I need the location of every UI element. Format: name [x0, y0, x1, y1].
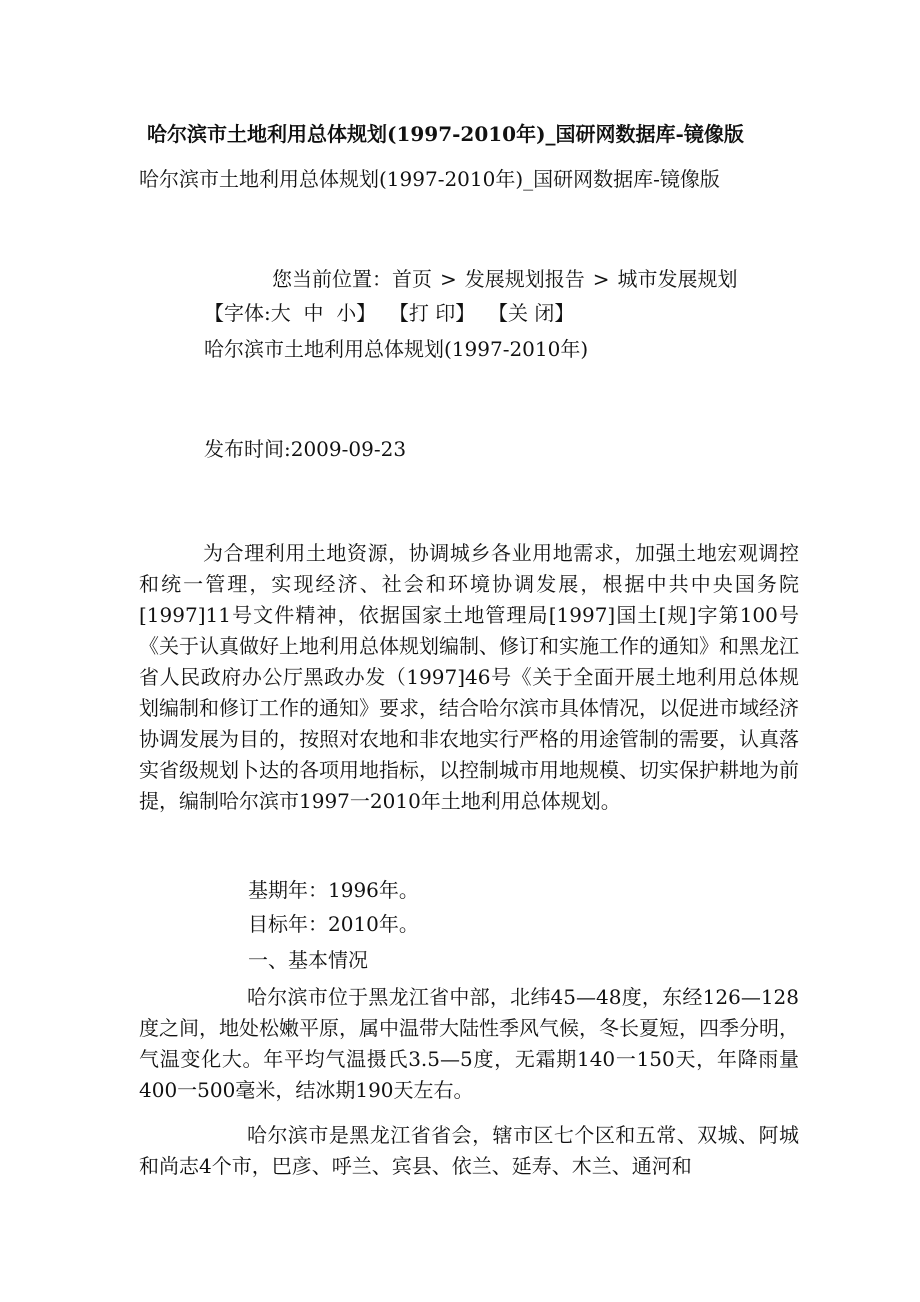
- breadcrumb-separator: >: [592, 267, 610, 291]
- font-large-button[interactable]: 大: [270, 301, 291, 325]
- administration-paragraph: 哈尔滨市是黑龙江省省会，辖市区七个区和五常、双城、阿城和尚志4个市，巴彦、呼兰、宾县、依兰、延寿、木兰、通河和: [139, 1123, 799, 1178]
- breadcrumb-item-reports[interactable]: 发展规划报告: [464, 267, 585, 291]
- document-subtitle: 哈尔滨市土地利用总体规划(1997-2010年)_国研网数据库-镜像版: [139, 167, 720, 191]
- close-button[interactable]: 【关 闭】: [487, 301, 575, 325]
- breadcrumb-separator: >: [440, 267, 457, 291]
- font-size-label: 【字体:: [204, 301, 271, 325]
- base-year-text: 基期年：1996年。: [248, 878, 419, 902]
- font-small-button[interactable]: 小】: [336, 301, 377, 325]
- font-medium-button[interactable]: 中: [303, 301, 324, 325]
- article-toolbar: [204, 301, 574, 325]
- print-button[interactable]: 【打 印】: [388, 301, 476, 325]
- breadcrumb-prefix: 您当前位置：: [272, 267, 392, 291]
- publish-time: 发布时间:2009-09-23: [204, 437, 407, 461]
- section-heading: 一、基本情况: [248, 948, 368, 972]
- intro-paragraph: 为合理利用土地资源，协调城乡各业用地需求，加强土地宏观调控和统一管理，实现经济、社会和环境协调发展，根据中共中央国务院[1997]11号文件精神，依据国家土地管理局[1997]国土[规]字第100号《关于认真做好上地利用总体规划编制、修订和实施工作的通知》和黑龙江省人民政府办公厅黑政办发（1997]46号《关于全面开展土地利用总体规划编制和修订工作的通知》要求，结合哈尔滨市具体情况，以促进市域经济协调发展为目的，按照对农地和非农地实行严格的用途管制的需要，认真落实省级规划卜达的各项用地指标，以控制城市用地规模、切实保护耕地为前提，编制哈尔滨市1997一2010年土地利用总体规划。: [139, 541, 799, 813]
- document-title: 哈尔滨市土地利用总体规划(1997-2010年)_国研网数据库-镜像版: [147, 122, 744, 146]
- breadcrumb-item-city-planning[interactable]: 城市发展规划: [617, 267, 738, 291]
- target-year-text: 目标年：2010年。: [248, 912, 419, 936]
- location-paragraph: 哈尔滨市位于黑龙江省中部，北纬45—48度，东经126—128度之间，地处松嫩平原，属中温带大陆性季风气候，冬长夏短，四季分明，气温变化大。年平均气温摄氏3.5—5度，无霜期140一150天，年降雨量400一500毫米，结冰期190天左右。: [139, 985, 799, 1102]
- breadcrumb-item-home[interactable]: 首页: [392, 267, 432, 291]
- breadcrumb: [272, 267, 738, 291]
- article-title: 哈尔滨市土地利用总体规划(1997-2010年): [204, 337, 589, 361]
